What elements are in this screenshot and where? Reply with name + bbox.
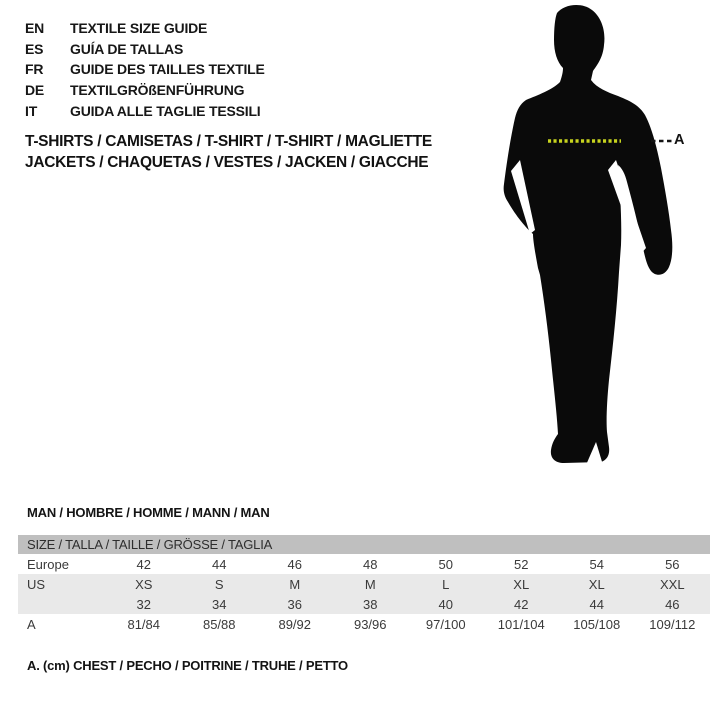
language-code: FR: [25, 61, 44, 78]
product-line-jackets: JACKETS / CHAQUETAS / VESTES / JACKEN / GIACCHE: [25, 154, 429, 171]
product-category-lines: [25, 131, 432, 173]
language-label: TEXTILGRÖßENFÜHRUNG: [70, 82, 245, 99]
size-cell: 46: [287, 556, 302, 572]
size-cell: S: [182, 574, 258, 594]
size-table-header: SIZE / TALLA / TAILLE / GRÖSSE / TAGLIA: [18, 535, 710, 554]
size-cell: 34: [182, 594, 258, 614]
size-cell: 85/88: [202, 616, 236, 632]
language-list: [25, 18, 265, 121]
size-cell: XS: [106, 574, 182, 594]
language-code: DE: [25, 82, 45, 99]
size-cell: 89/92: [278, 616, 312, 632]
product-line-tshirts: T-SHIRTS / CAMISETAS / T-SHIRT / T-SHIRT / MAGLIETTE: [25, 133, 432, 150]
size-cell: 42: [136, 556, 151, 572]
table-row-us: [18, 574, 710, 594]
row-label: [18, 594, 106, 614]
section-heading-man: MAN / HOMBRE / HOMME / MANN / MAN: [27, 505, 270, 520]
man-silhouette-graphic: [460, 0, 720, 470]
figure-area: [460, 0, 720, 470]
size-cell: 46: [635, 594, 711, 614]
size-cell: XXL: [635, 574, 711, 594]
size-cell: 97/100: [425, 616, 466, 632]
language-code: EN: [25, 20, 45, 37]
size-cell: L: [408, 574, 484, 594]
row-label: US: [18, 574, 106, 594]
measure-point-label: A: [674, 132, 685, 148]
language-row: [25, 80, 265, 101]
size-cell: 32: [106, 594, 182, 614]
language-row: [25, 18, 265, 39]
silhouette-path: [504, 5, 673, 463]
language-code: IT: [25, 102, 38, 119]
language-label: TEXTILE SIZE GUIDE: [70, 20, 208, 37]
size-cell: 54: [589, 556, 604, 572]
language-row: [25, 100, 265, 121]
size-cell: M: [333, 574, 409, 594]
size-cell: 52: [514, 556, 529, 572]
size-cell: 44: [559, 594, 635, 614]
language-label: GUIDA ALLE TAGLIE TESSILI: [70, 102, 261, 119]
size-cell: 93/96: [353, 616, 387, 632]
size-cell: 40: [408, 594, 484, 614]
size-cell: 36: [257, 594, 333, 614]
size-cell: 50: [438, 556, 453, 572]
size-cell: M: [257, 574, 333, 594]
size-cell: 48: [363, 556, 378, 572]
table-row-numeric: [18, 594, 710, 614]
size-cell: 44: [212, 556, 227, 572]
language-label: GUÍA DE TALLAS: [70, 40, 184, 57]
language-code: ES: [25, 40, 44, 57]
measurement-footnote: A. (cm) CHEST / PECHO / POITRINE / TRUHE / PETTO: [27, 658, 348, 673]
size-cell: 56: [665, 556, 680, 572]
size-cell: XL: [484, 574, 560, 594]
size-cell: 105/108: [573, 616, 621, 632]
table-header-row: [18, 535, 710, 554]
language-row: [25, 39, 265, 60]
table-row-chest-cm: [18, 614, 710, 634]
size-cell: 101/104: [497, 616, 545, 632]
size-table: [18, 535, 710, 634]
size-cell: 81/84: [127, 616, 161, 632]
size-cell: 38: [333, 594, 409, 614]
size-cell: 109/112: [649, 616, 696, 632]
size-cell: 42: [484, 594, 560, 614]
row-label: A: [27, 616, 36, 632]
table-row-europe: [18, 554, 710, 574]
language-row: [25, 59, 265, 80]
row-label: Europe: [27, 556, 69, 572]
language-label: GUIDE DES TAILLES TEXTILE: [70, 61, 265, 78]
size-cell: XL: [559, 574, 635, 594]
